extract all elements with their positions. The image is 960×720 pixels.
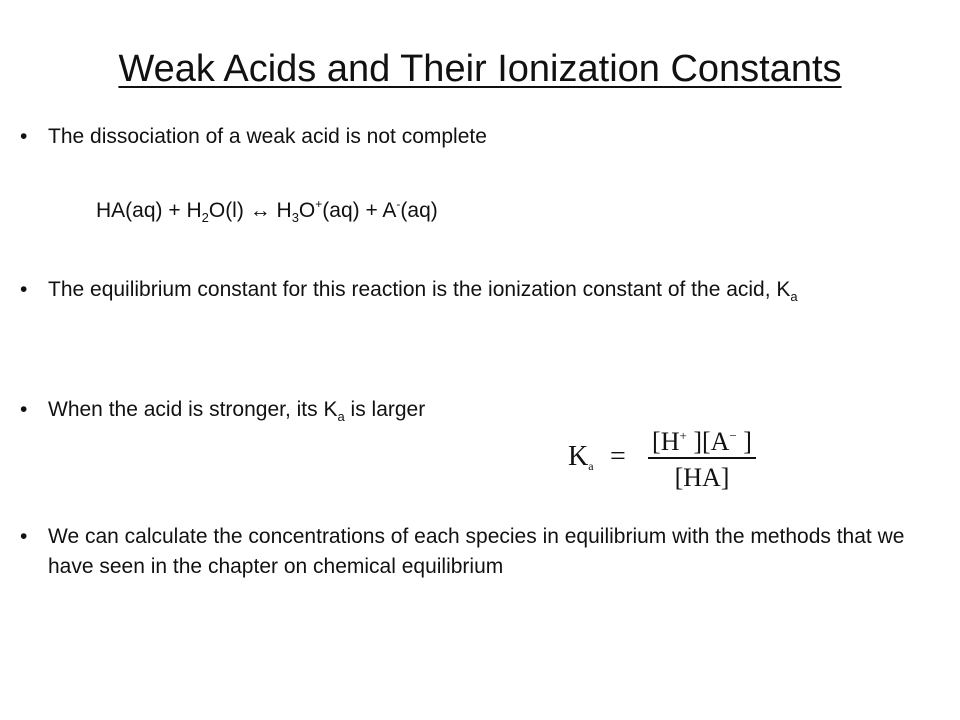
eq-superscript: - bbox=[396, 197, 401, 211]
bullet-2-main: The equilibrium constant for this reaction is the ionization constant of the acid, K bbox=[48, 278, 791, 301]
num-end: ] bbox=[736, 427, 752, 456]
ka-subscript: a bbox=[337, 409, 345, 424]
bullet-1-text: The dissociation of a weak acid is not complete bbox=[48, 125, 487, 148]
fraction-bar bbox=[648, 457, 756, 459]
eq-subscript: 3 bbox=[291, 210, 299, 225]
formula-numerator bbox=[646, 420, 758, 458]
formula-lhs bbox=[568, 440, 594, 483]
bullet-4-text: We can calculate the concentrations of each species in equilibrium with the methods that we have seen in the chapter on chemical equilibrium bbox=[48, 525, 905, 578]
eq-superscript: + bbox=[315, 197, 323, 211]
eq-part: H bbox=[270, 199, 292, 222]
formula-k: K bbox=[568, 441, 589, 472]
bullet-marker: • bbox=[20, 278, 28, 301]
eq-part: O(l) bbox=[208, 199, 250, 222]
num-mid: ][A bbox=[686, 427, 730, 456]
formula-equals: = bbox=[610, 441, 626, 472]
bullet-3-text bbox=[48, 395, 928, 432]
equilibrium-arrow-icon: ↔ bbox=[249, 199, 271, 222]
eq-part: HA(aq) + H bbox=[96, 199, 202, 222]
eq-part: (aq) + A bbox=[322, 199, 397, 222]
ka-subscript: a bbox=[790, 289, 798, 304]
formula-denominator: [HA] bbox=[674, 463, 730, 492]
ka-formula bbox=[568, 420, 758, 496]
formula-k-subscript: a bbox=[588, 459, 594, 473]
slide-title: Weak Acids and Their Ionization Constants bbox=[118, 48, 842, 90]
num-h-charge: + bbox=[679, 428, 687, 443]
bullet-marker: • bbox=[20, 525, 28, 548]
eq-part: (aq) bbox=[400, 199, 438, 222]
num-a-charge: − bbox=[729, 428, 737, 443]
eq-part: O bbox=[298, 199, 316, 222]
dissociation-equation bbox=[96, 189, 438, 233]
eq-subscript: 2 bbox=[201, 210, 209, 225]
num-h: [H bbox=[652, 427, 680, 456]
bullet-marker: • bbox=[20, 125, 28, 148]
bullet-marker: • bbox=[20, 398, 28, 421]
bullet-3-end: is larger bbox=[344, 398, 426, 421]
bullet-2-text bbox=[48, 275, 928, 312]
bullet-3-main: When the acid is stronger, its K bbox=[48, 398, 338, 421]
